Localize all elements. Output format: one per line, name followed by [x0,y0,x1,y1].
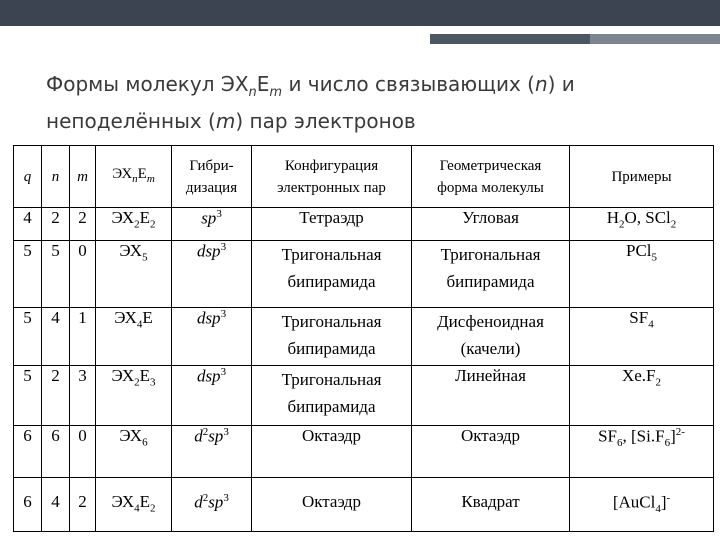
cell-examples: $SF_4$ [570,308,714,366]
cell-hybrid: $d^2sp^3$ [172,426,252,478]
decorative-strip [430,34,720,44]
cell-examples: PCl$_5$ [570,241,714,308]
strip-dark [430,34,590,44]
cell-examples: [AuCl$_4$]- [570,478,714,532]
slide-title [46,70,686,135]
table-row: 5 5 0 $ЭХ_5$ dsp$^3$ Тригональная бипирамида Тригональная бипирамида PCl$_5$ [14,241,714,308]
header-q: q [14,146,42,208]
header-row [14,146,714,208]
molecule-shapes-table [13,145,714,532]
table-row: 5 4 1 $ЭХ_4Е$ dsp$^3$ Тригональная бипирамида Дисфеноидная (качели) $SF_4$ [14,308,714,366]
cell-hybrid: $d^2sp^3$ [172,478,252,532]
cell-type: $ЭХ_4Е_2$ [96,478,172,532]
cell-type: $ЭХ_2Е_2$ [96,208,172,241]
cell-type: $ЭХ_4Е$ [96,308,172,366]
table-row: 4 2 2 $ЭХ_2Е_2$ $sp^3$ Тетраэдр Угловая $H_2O$, SCl$_2$ [14,208,714,241]
header-n: n [42,146,70,208]
slide-top-bar [0,0,720,26]
header-config: Конфигурация электронных пар [252,146,412,208]
title-line-1: Формы молекул $ЭХ_nE_m$ и число связывающих (n) и [46,72,575,100]
cell-hybrid: dsp$^3$ [172,241,252,308]
table-row: 6 6 0 $ЭХ_6$ $d^2sp^3$ Октаэдр Октаэдр $SF_6$, $[Si.F_6]^{2-}$ [14,426,714,478]
header-hybrid: Гибри- дизация [172,146,252,208]
strip-light [590,34,720,44]
cell-hybrid: dsp$^3$ [172,308,252,366]
header-type [96,146,172,208]
cell-type: $ЭХ_6$ [96,426,172,478]
header-geometry: Геометрическая форма молекулы [412,146,570,208]
header-type-text: $ЭХ_nE_m$ [112,166,155,185]
header-examples: Примеры [570,146,714,208]
table-row: 6 4 2 $ЭХ_4Е_2$ $d^2sp^3$ Октаэдр Квадрат [AuCl$_4$]- [14,478,714,532]
cell-type: $ЭХ_2Е_3$ [96,366,172,426]
cell-examples: $Xe.F_2$ [570,366,714,426]
header-m: m [70,146,96,208]
table-row: 5 2 3 $ЭХ_2Е_3$ dsp$^3$ Тригональная бипирамида Линейная $Xe.F_2$ [14,366,714,426]
cell-examples: $SF_6$, $[Si.F_6]^{2-}$ [570,426,714,478]
cell-hybrid: dsp$^3$ [172,366,252,426]
title-line-2: неподелённых (m) пар электронов [46,109,416,133]
cell-hybrid: $sp^3$ [172,208,252,241]
cell-type: $ЭХ_5$ [96,241,172,308]
cell-examples: $H_2O$, SCl$_2$ [570,208,714,241]
